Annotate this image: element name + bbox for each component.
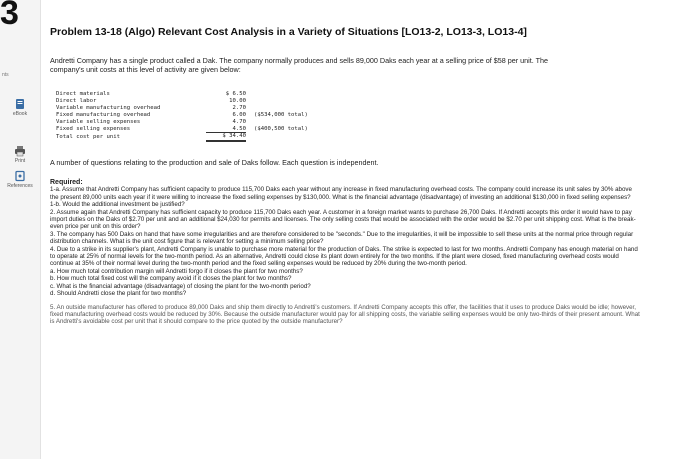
table-row (56, 119, 308, 126)
cost-name: Total cost per unit (56, 133, 120, 140)
question-1a: 1-a. Assume that Andretti Company has sufficient capacity to produce 115,700 Daks each year without any increase in fixed manufacturing overhead costs. The company could increase its unit sales by 30% above the present 89,000 units each year if it were willing to increase the fixed selling expenses by $130,000. What is the financial advantage (disadvantage) of investing an additional $130,000 in fixed selling expenses? (50, 186, 632, 201)
problem-title: Problem 13-18 (Algo) Relevant Cost Analysis in a Variety of Situations [LO13-2, LO13-3, LO13-4] (50, 26, 527, 38)
cost-name: Variable manufacturing overhead (56, 104, 161, 111)
references-icon (14, 170, 26, 182)
intro-text: Andretti Company has a single product called a Dak. The company normally produces and sells 89,000 Daks each year at a selling price of $58 per unit. The company's unit costs at this level of activity are given below: (50, 56, 548, 74)
cost-note (246, 119, 308, 126)
book-icon (14, 98, 26, 110)
points-label: nts (2, 72, 9, 78)
question-4a: a. How much total contribution margin will Andretti forgo if it closes the plant for two months? (50, 267, 303, 275)
cost-amount: 2.70 (232, 104, 246, 111)
question-5: 5. An outside manufacturer has offered to produce 89,000 Daks and ship them directly to Andretti's customers. If Andretti Company accepts this offer, the facilities that it uses to produce Daks would be idle; however, fixed manufacturing overhead costs would be reduced by 30%. Because the outside manufacturer would pay for all shipping costs, the variable selling expenses would be only two-thirds of their present amount. What is Andretti's avoidable cost per unit that it should compare to the price quoted by the outside manufacturer? (50, 303, 640, 326)
cost-amount: 6.00 (232, 111, 246, 118)
ebook-button[interactable] (0, 98, 40, 117)
question-4d: d. Should Andretti close the plant for two months? (50, 290, 187, 298)
references-label: References (7, 183, 33, 189)
cost-amount: $ 34.40 (206, 133, 246, 141)
cost-note (246, 91, 308, 98)
cost-amount: 4.50 (232, 125, 246, 132)
cost-note (246, 133, 308, 141)
question-number: 3 (0, 0, 19, 32)
table-row (56, 98, 308, 105)
cost-name: Fixed manufacturing overhead (56, 111, 151, 118)
cost-name: Fixed selling expenses (56, 125, 131, 132)
table-row-total (56, 133, 308, 141)
table-row (56, 105, 308, 112)
cost-amount: 10.00 (229, 97, 246, 104)
question-3: 3. The company has 500 Daks on hand that have some irregularities and are therefore considered to be "seconds." Due to the irregularities, it will be impossible to sell these units at the normal price through regular distribution channels. What is the unit cost figure that is relevant for setting a minimum selling price? (50, 230, 634, 246)
printer-icon (14, 145, 26, 157)
question-4b: b. How much total fixed cost will the company avoid if it closes the plant for two months? (50, 275, 292, 283)
cost-name: Direct labor (56, 97, 97, 104)
cost-amount: 4.70 (232, 118, 246, 125)
cost-note: ($534,000 total) (254, 111, 308, 118)
unit-cost-table (56, 91, 308, 142)
cost-note: ($400,500 total) (254, 125, 308, 132)
table-row (56, 91, 308, 98)
required-section (50, 179, 642, 326)
cost-name: Variable selling expenses (56, 118, 141, 125)
cost-note (246, 98, 308, 105)
cost-note (246, 105, 308, 112)
sidebar (0, 0, 41, 459)
print-button[interactable] (0, 145, 40, 164)
ebook-label: eBook (12, 111, 28, 117)
table-row (56, 126, 308, 133)
references-button[interactable] (0, 170, 40, 189)
question-1b: 1-b. Would the additional investment be justified? (50, 201, 185, 209)
cost-amount: $ 6.50 (225, 91, 246, 97)
question-2: 2. Assume again that Andretti Company has sufficient capacity to produce 115,700 Daks each year. A customer in a foreign market wants to purchase 26,700 Daks. If Andretti accepts this order it would have to pay import duties on the Daks of $2.70 per unit and an additional $24,030 for permits and licenses. The only selling costs that would be associated with the order would be $2.70 per unit shipping cost. What is the break-even price per unit on this order? (50, 208, 636, 231)
required-heading: Required: (50, 179, 83, 186)
print-label: Print (14, 158, 26, 164)
cost-name: Direct materials (56, 91, 110, 97)
question-4c: c. What is the financial advantage (disadvantage) of closing the plant for the two-month period? (50, 282, 311, 290)
question-4: 4. Due to a strike in its supplier's plant, Andretti Company is unable to purchase more material for the production of Daks. The strike is expected to last for two months. Andretti Company has enough material on hand to operate at 25% of normal levels for the two-month period. As an alternative, Andretti could close its plant down entirely for the two months. If the plant were closed, fixed manufacturing overhead costs would continue at 35% of their normal level during the two-month period and the fixed selling expenses would be reduced by 20% during the two-month period. (50, 245, 638, 268)
follow-text: A number of questions relating to the production and sale of Daks follow. Each question is independent. (50, 158, 379, 167)
table-row (56, 112, 308, 119)
